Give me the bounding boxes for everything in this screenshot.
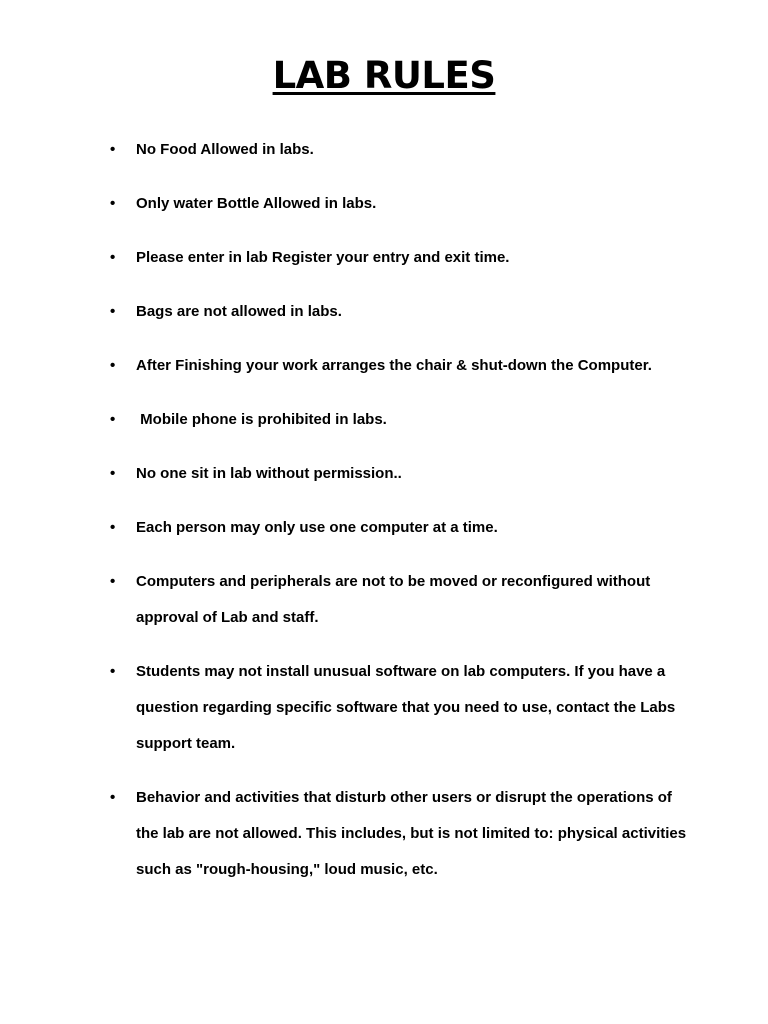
bullet-icon: • bbox=[110, 357, 116, 374]
bullet-icon: • bbox=[110, 519, 116, 536]
list-item bbox=[0, 186, 768, 222]
rule-text: No Food Allowed in labs. bbox=[136, 141, 314, 158]
list-item bbox=[0, 402, 768, 438]
list-item bbox=[0, 654, 768, 762]
list-item bbox=[0, 240, 768, 276]
rule-text: Students may not install unusual software on lab computers. If you have a question regarding specific software that you need to use, contact the Labs support team. bbox=[136, 663, 676, 752]
page-title: LAB RULES bbox=[272, 54, 496, 97]
bullet-icon: • bbox=[110, 789, 116, 806]
rule-text: Behavior and activities that disturb other users or disrupt the operations of the lab are not allowed. This includes, but is not limited to: physical activities such as "rough-housing," loud music, etc. bbox=[136, 789, 687, 878]
bullet-icon: • bbox=[110, 141, 116, 158]
rule-text: Computers and peripherals are not to be moved or reconfigured without approval of Lab and staff. bbox=[136, 573, 651, 626]
rule-text: No one sit in lab without permission.. bbox=[136, 465, 402, 482]
list-item bbox=[0, 510, 768, 546]
rule-text: Bags are not allowed in labs. bbox=[136, 303, 342, 320]
list-item bbox=[0, 348, 768, 384]
rule-text: Mobile phone is prohibited in labs. bbox=[136, 411, 387, 428]
rule-text: After Finishing your work arranges the chair & shut-down the Computer. bbox=[136, 357, 652, 374]
rule-text: Please enter in lab Register your entry and exit time. bbox=[136, 249, 510, 266]
bullet-icon: • bbox=[110, 573, 116, 590]
bullet-icon: • bbox=[110, 411, 116, 428]
bullet-icon: • bbox=[110, 249, 116, 266]
rules-list bbox=[0, 132, 768, 906]
bullet-icon: • bbox=[110, 663, 116, 680]
list-item bbox=[0, 132, 768, 168]
list-item bbox=[0, 456, 768, 492]
list-item bbox=[0, 780, 768, 888]
bullet-icon: • bbox=[110, 465, 116, 482]
bullet-icon: • bbox=[110, 303, 116, 320]
rule-text: Only water Bottle Allowed in labs. bbox=[136, 195, 377, 212]
rule-text: Each person may only use one computer at a time. bbox=[136, 519, 498, 536]
list-item bbox=[0, 294, 768, 330]
list-item bbox=[0, 564, 768, 636]
bullet-icon: • bbox=[110, 195, 116, 212]
